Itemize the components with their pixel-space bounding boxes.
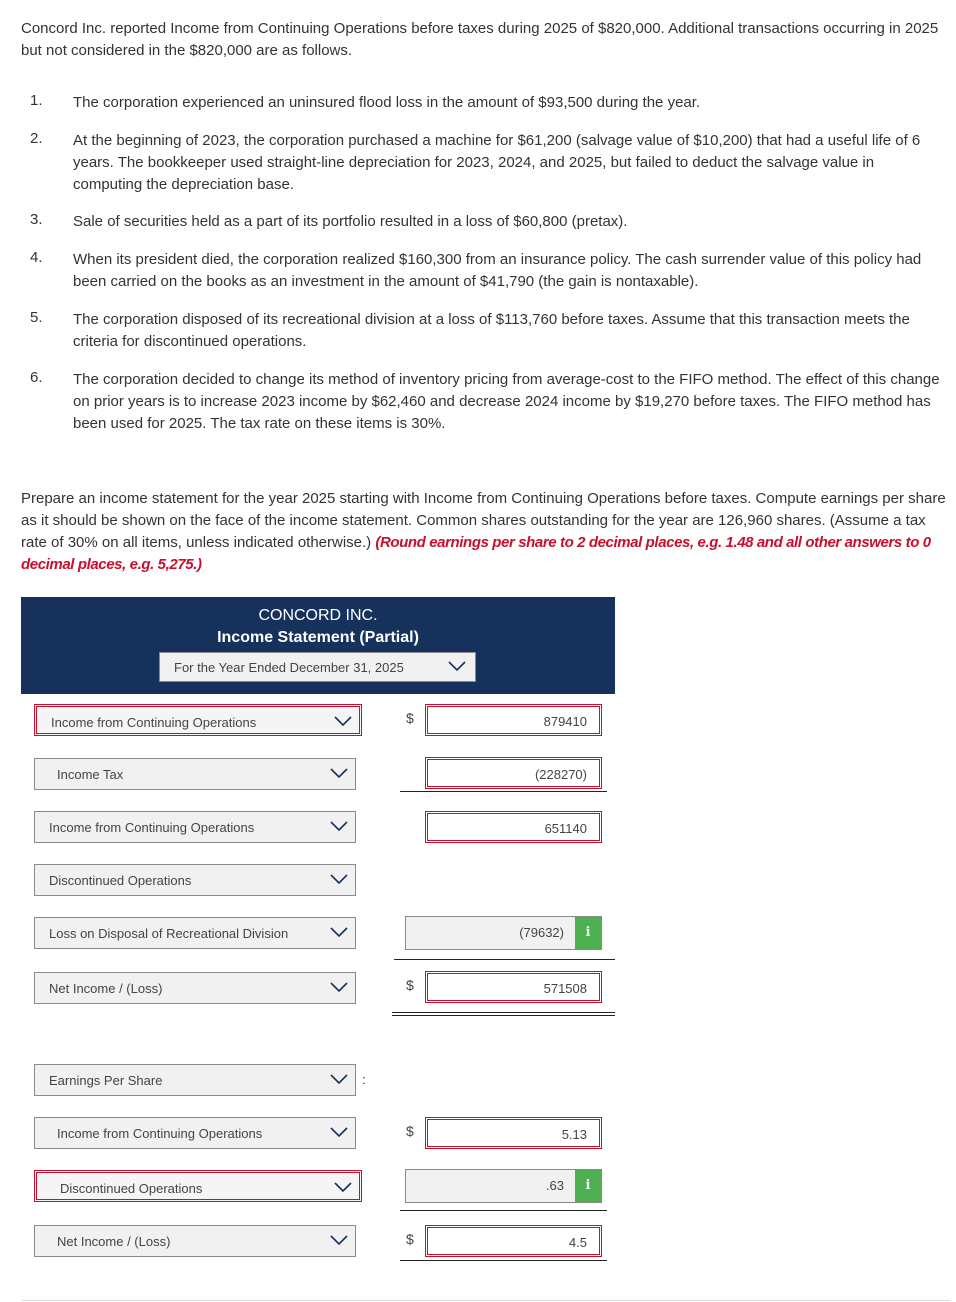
amount-value: (79632) [519,925,564,940]
amount-input[interactable] [425,971,602,1003]
underline [394,959,615,960]
dollar-sign: $ [406,977,414,993]
statement-title: Income Statement (Partial) [217,629,419,646]
statement-header [21,597,615,694]
instructions [21,488,951,576]
company-name: CONCORD INC. [258,607,378,624]
dollar-sign: $ [406,710,414,726]
amount-value: 571508 [543,981,587,996]
item-text: Sale of securities held as a part of its portfolio resulted in a loss of $60,800 (pretax). [73,213,628,230]
chevron-down-icon [329,872,349,886]
amount-value: 879410 [543,714,587,729]
dollar-sign: $ [406,1231,414,1247]
line-item-select[interactable] [34,972,356,1004]
double-underline-top [392,1012,615,1013]
amount-value: (228270) [534,767,587,782]
item-text: The corporation disposed of its recreational division at a loss of $113,760 before taxes. Assume that this transaction meets the criteria for discontinued operations. [73,311,910,350]
amount-value: 651140 [544,821,587,836]
info-icon[interactable]: i [575,917,601,949]
line-item-label: Discontinued Operations [49,873,192,888]
underline [400,1210,607,1211]
line-item-select[interactable] [34,864,356,896]
chevron-down-icon [329,766,349,780]
line-item-label: Income from Continuing Operations [49,820,255,835]
item-text: When its president died, the corporation realized $160,300 from an insurance policy. The cash surrender value of this policy had been carried on the books as an investment in the amount of $41,790 (the gain is nontaxable). [73,251,922,290]
line-item-select[interactable] [34,1117,356,1149]
amount-value: .63 [545,1178,564,1193]
item-text: The corporation decided to change its method of inventory pricing from average-cost to the FIFO method. The effect of this change on prior years is to increase 2023 income by $62,460 and decrease 2024 income by $19,270 before taxes. The FIFO method has been used for 2025. The tax rate on these items is 30%. [73,371,940,432]
line-item-select[interactable] [34,704,362,736]
chevron-down-icon [329,1072,349,1086]
line-item-select[interactable] [34,1170,362,1202]
chevron-down-icon [329,1233,349,1247]
item-number: 3. [30,211,43,228]
divider [22,1300,950,1301]
chevron-down-icon [329,925,349,939]
underline [400,791,607,792]
amount-input[interactable] [405,1169,602,1203]
instructions-text: Prepare an income statement for the year 2025 starting with Income from Continuing Operations before taxes. Compute earnings per share as it should be shown on the face of the income statement. Common shares outstanding for the year are 126,960 shares. (Assume a tax rate of 30% on all items, unless indicated otherwise.) [21,490,946,551]
amount-input[interactable] [425,1117,602,1149]
line-item-select[interactable] [34,1225,356,1257]
line-item-label: Income Tax [57,767,124,782]
amount-input[interactable] [425,704,602,736]
chevron-down-icon [329,980,349,994]
double-underline-top [400,1260,607,1261]
item-number: 1. [30,92,43,109]
item-number: 2. [30,130,43,147]
line-item-label: Loss on Disposal of Recreational Division [49,926,289,941]
item-number: 5. [30,309,43,326]
info-icon[interactable]: i [575,1170,601,1202]
item-number: 6. [30,369,43,386]
period-select[interactable] [159,652,476,682]
line-item-label: Net Income / (Loss) [49,981,163,996]
double-underline-bottom [392,1015,615,1016]
chevron-down-icon [329,1125,349,1139]
item-text: The corporation experienced an uninsured flood loss in the amount of $93,500 during the year. [73,94,701,111]
line-item-label: Income from Continuing Operations [57,1126,263,1141]
item-number: 4. [30,249,43,266]
line-item-label: Income from Continuing Operations [51,715,257,730]
rounding-hint: (Round earnings per share to 2 decimal places, e.g. 1.48 and all other answers to 0 decimal places, e.g. 5,275.) [21,534,931,573]
line-item-label: Net Income / (Loss) [57,1234,171,1249]
amount-input[interactable] [425,811,602,843]
chevron-down-icon [333,1180,353,1194]
line-item-label: Earnings Per Share [49,1073,163,1088]
amount-input[interactable] [405,916,602,950]
line-item-label: Discontinued Operations [60,1181,203,1196]
amount-input[interactable] [425,757,602,789]
line-item-select[interactable] [34,1064,356,1096]
period-select-value: For the Year Ended December 31, 2025 [174,660,404,675]
line-item-select[interactable] [34,811,356,843]
amount-value: 5.13 [561,1127,587,1142]
item-text: At the beginning of 2023, the corporation purchased a machine for $61,200 (salvage value of $10,200) that had a useful life of 6 years. The bookkeeper used straight-line depreciation for 2023, 2024, and 2025, but failed to deduct the salvage value in computing the depreciation base. [73,132,921,193]
line-item-select[interactable] [34,917,356,949]
colon: : [362,1072,366,1087]
line-item-select[interactable] [34,758,356,790]
amount-input[interactable] [425,1225,602,1257]
dollar-sign: $ [406,1123,414,1139]
chevron-down-icon [329,819,349,833]
amount-value: 4.5 [568,1235,587,1250]
chevron-down-icon [447,659,467,673]
problem-intro: Concord Inc. reported Income from Continuing Operations before taxes during 2025 of $820,000. Additional transactions occurring in 2025 but not considered in the $820,000 are as follows. [21,20,939,59]
chevron-down-icon [333,714,353,728]
